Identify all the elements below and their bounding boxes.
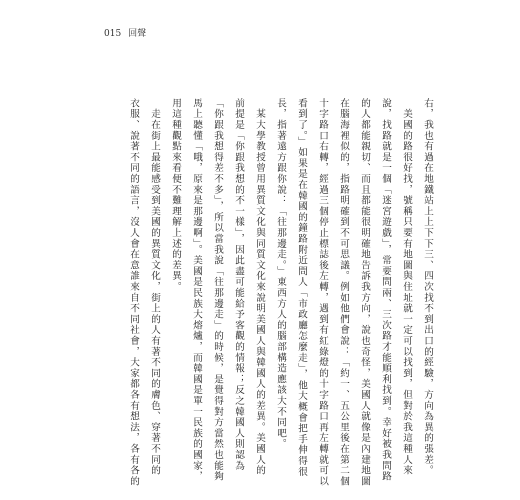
text-column: 美國的路很好找，號稱只要有地圖與住址就一定可以找到，但對於我這種人來 — [401, 98, 412, 476]
text-column: 看到了。」如果是在韓國的鐘路附近問人「市政廳怎麼走」，他大概會把手伸得很 — [296, 98, 307, 478]
text-column: 馬上聽懂「哦，原來是那邊啊」。美國是民族大熔爐，而韓國是單一民族的國家， — [191, 98, 202, 482]
text-column: 十字路口右轉，經過三個停止標誌後左轉，遇到有紅綠燈的十字路口再左轉就可以 — [317, 98, 328, 487]
section-title: 回聲 — [128, 29, 147, 39]
text-column: 衣服、說著不同的語言，沒人會在意誰來自不同社會，大家都各有想法，各有各的 — [128, 98, 139, 487]
text-column: 說，找路就是一個「迷宮遊戲」，常要問兩、三次路才能順利找到。幸好被我問路 — [380, 98, 391, 482]
body-text — [100, 98, 434, 487]
text-column: 在腦海裡似的，指路明確到不可思議。例如他們會說：「約一、五公里後在第二個 — [338, 98, 349, 487]
text-column: 的人都能親切、而且都能很明確地告訴我方向，說也奇怪，美國人就像是內建地圖 — [359, 98, 370, 487]
text-column: 某大學教授曾用異質文化與同質文化來說明美國人與韓國人的差異。美國人的 — [254, 98, 265, 476]
running-header — [104, 26, 150, 39]
text-column: 「你跟我想得差不多」，所以當我說「往那邊走」的時候，是覺得對方當然也能夠 — [212, 98, 223, 482]
text-column: 用這種觀點來看便不難理解上述的差異。 — [170, 98, 181, 293]
text-column: 長，指著遠方跟你說：「往那邊走。」東西方人的腦部構造應該大不同吧。 — [275, 98, 286, 450]
page-number: 015 — [104, 29, 122, 39]
text-column: 前提是「你跟我想的不一樣」，因此盡可能給予客觀的情報；反之韓國人則認為 — [233, 98, 244, 472]
text-column: 走在街上最能感受到美國的異質文化，街上的人有著不同的膚色、穿著不同的 — [149, 98, 160, 476]
text-column: 右，我也有過在地鐵站上上下下三、四次找不到出口的經驗，方向為異的張差。 — [422, 98, 433, 476]
